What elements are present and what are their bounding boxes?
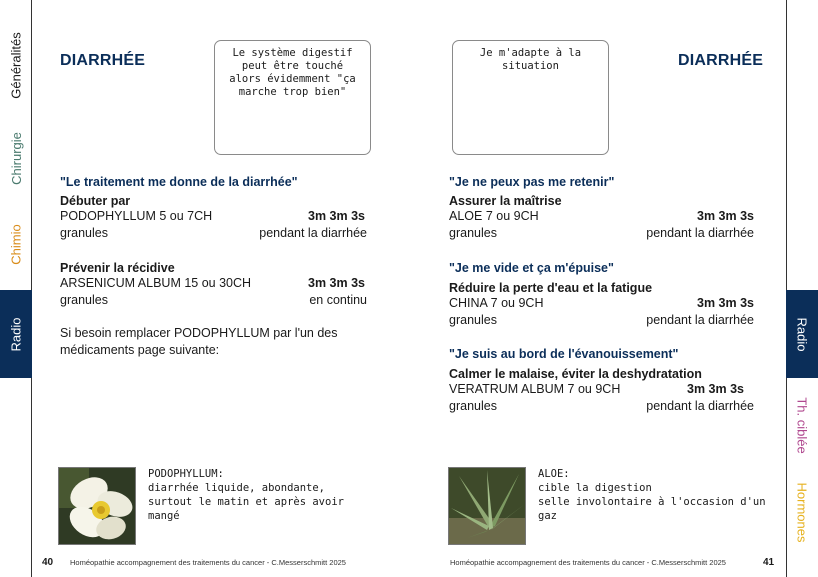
left-tab-rail [0, 0, 32, 577]
right-section-1-drug-row [449, 208, 754, 225]
left-section-prevent-dose: 3m 3m 3s [308, 276, 365, 290]
left-extra-line-2: médicaments page suivante: [60, 343, 220, 357]
left-note-text: Le système digestif peut être touché alors évidemment "ça marche trop bien" [229, 47, 356, 98]
right-note-text: Je m'adapte à la situation [479, 47, 582, 72]
right-footer: Homéopathie accompagnement des traitements du cancer - C.Messerschmitt 2025 [450, 558, 726, 567]
aloe-photo [448, 467, 526, 545]
right-caption [538, 467, 778, 523]
right-section-3-heading: Calmer le malaise, éviter la deshydratation [449, 367, 702, 381]
tab-generalites-label: Généralités [8, 31, 24, 99]
right-section-1-drug: ALOE 7 ou 9CH [449, 209, 539, 223]
left-section-prevent-duration: en continu [309, 293, 367, 307]
right-tab-rail [786, 0, 818, 577]
right-caption-title: ALOE: [538, 468, 570, 480]
aloe-plant-illustration [449, 468, 526, 545]
left-caption [148, 467, 368, 523]
left-quote: "Le traitement me donne de la diarrhée" [60, 175, 298, 189]
left-page-title: DIARRHÉE [60, 52, 146, 69]
left-caption-line-2: surtout le matin et après avoir [148, 496, 344, 508]
right-section-2-drug-row [449, 295, 754, 312]
left-page-number: 40 [42, 557, 54, 568]
right-section-3-form: granules [449, 399, 497, 413]
left-section-start-heading: Débuter par [60, 194, 131, 208]
left-footer: Homéopathie accompagnement des traitements du cancer - C.Messerschmitt 2025 [70, 558, 346, 567]
left-section-prevent-form-row [60, 292, 367, 309]
right-section-1-duration: pendant la diarrhée [646, 226, 754, 240]
left-caption-title: PODOPHYLLUM: [148, 468, 224, 480]
right-section-2-form-row [449, 312, 754, 329]
left-note-box [214, 40, 371, 155]
left-section-start [60, 194, 367, 242]
tab-therapie-ciblee[interactable] [786, 380, 818, 470]
right-section-2-duration: pendant la diarrhée [646, 313, 754, 327]
left-section-start-duration: pendant la diarrhée [259, 226, 367, 240]
left-section-start-dose: 3m 3m 3s [308, 209, 365, 223]
right-section-3-form-row [449, 398, 754, 415]
right-quote-3: "Je suis au bord de l'évanouissement" [449, 347, 679, 361]
tab-chirurgie-label: Chirurgie [8, 131, 24, 185]
right-section-3-drug: VERATRUM ALBUM 7 ou 9CH [449, 382, 621, 396]
right-section-2-dose: 3m 3m 3s [697, 296, 754, 310]
tab-radio-left[interactable] [0, 290, 32, 378]
right-section-2 [449, 281, 754, 329]
left-section-prevent-drug-row [60, 275, 367, 292]
tab-chirurgie[interactable] [0, 118, 32, 198]
left-extra-text [60, 325, 380, 359]
right-section-1-dose: 3m 3m 3s [697, 209, 754, 223]
right-section-3 [449, 367, 754, 415]
tab-generalites[interactable] [0, 20, 32, 110]
right-caption-line-2: selle involontaire à l'occasion d'un [538, 496, 766, 508]
right-section-1-heading: Assurer la maîtrise [449, 194, 562, 208]
right-section-3-duration: pendant la diarrhée [646, 399, 754, 413]
right-section-3-dose: 3m 3m 3s [687, 382, 744, 396]
left-section-prevent-heading: Prévenir la récidive [60, 261, 175, 275]
left-section-start-form: granules [60, 226, 108, 240]
tab-radio-left-label: Radio [8, 317, 24, 351]
podophyllum-flower-illustration [59, 468, 136, 545]
right-section-3-drug-row [449, 381, 754, 398]
right-caption-line-1: cible la digestion [538, 482, 652, 494]
left-caption-line-3: mangé [148, 510, 180, 522]
left-section-start-drug-row [60, 208, 367, 225]
tab-radio-right-label: Radio [794, 317, 810, 351]
right-note-box [452, 40, 609, 155]
right-section-1-form-row [449, 225, 754, 242]
right-section-2-heading: Réduire la perte d'eau et la fatigue [449, 281, 653, 295]
podophyllum-photo [58, 467, 136, 545]
tab-hormones[interactable] [786, 472, 818, 552]
right-quote-2: "Je me vide et ça m'épuise" [449, 261, 614, 275]
right-caption-line-3: gaz [538, 510, 557, 522]
tab-chimio-label: Chimio [8, 223, 24, 265]
left-section-prevent-drug: ARSENICUM ALBUM 15 ou 30CH [60, 276, 252, 290]
right-section-1 [449, 194, 754, 242]
left-caption-line-1: diarrhée liquide, abondante, [148, 482, 326, 494]
left-section-start-form-row [60, 225, 367, 242]
right-section-2-form: granules [449, 313, 497, 327]
left-extra-line-1: Si besoin remplacer PODOPHYLLUM par l'un des [60, 326, 338, 340]
left-section-prevent-form: granules [60, 293, 108, 307]
left-section-prevent [60, 261, 367, 309]
right-section-2-drug: CHINA 7 ou 9CH [449, 296, 544, 310]
right-quote-1: "Je ne peux pas me retenir" [449, 175, 615, 189]
tab-radio-right[interactable] [786, 290, 818, 378]
right-page-title: DIARRHÉE [678, 52, 764, 69]
right-page-number: 41 [763, 557, 775, 568]
tab-hormones-label: Hormones [794, 482, 810, 542]
left-section-start-drug: PODOPHYLLUM 5 ou 7CH [60, 209, 213, 223]
tab-chimio[interactable] [0, 205, 32, 283]
tab-therapie-ciblee-label: Th. ciblée [794, 396, 810, 454]
right-section-1-form: granules [449, 226, 497, 240]
